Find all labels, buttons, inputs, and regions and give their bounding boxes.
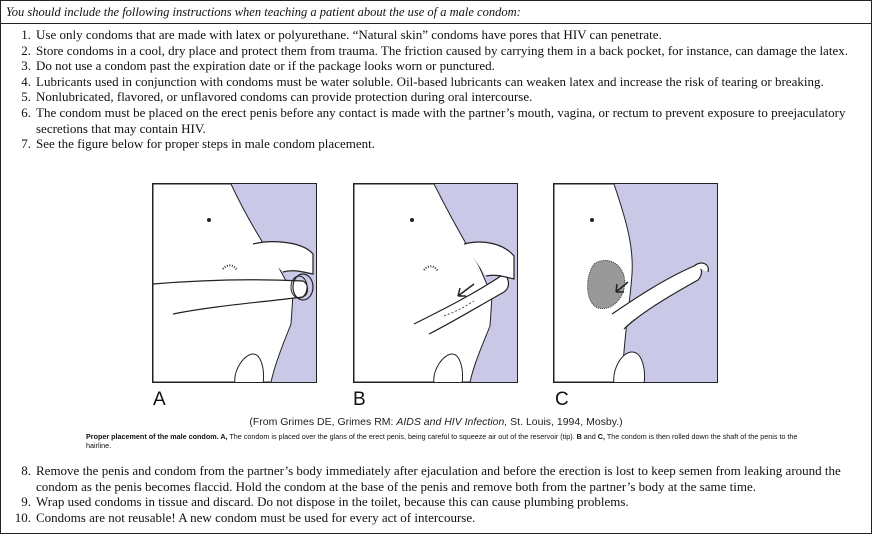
list-item bbox=[0, 494, 866, 510]
item-text: Remove the penis and condom from the partner’s body immediately after ejaculation and before the erection is lost to keep semen from leaking around the condom as the penis becomes flaccid. Hold the condom at the base of the penis and remove both from the partner’s body at the same time. bbox=[36, 463, 841, 494]
figure-panel-a bbox=[152, 183, 317, 383]
item-number: 10. bbox=[14, 509, 31, 525]
item-number: 8. bbox=[21, 463, 31, 478]
item-text: Use only condoms that are made with latex or polyurethane. “Natural skin” condoms have pores that HIV can penetrate. bbox=[36, 27, 662, 42]
list-item bbox=[0, 463, 866, 494]
panel-label-b: B bbox=[353, 389, 366, 410]
illustration-step-b bbox=[354, 184, 517, 382]
item-number: 7. bbox=[21, 136, 31, 152]
list-item bbox=[0, 510, 866, 526]
caption-label-b: B bbox=[574, 432, 582, 441]
figure-panel-b bbox=[353, 183, 518, 383]
item-text: Condoms are not reusable! A new condom must be used for every act of intercourse. bbox=[36, 509, 476, 525]
caption-and: and bbox=[581, 432, 596, 441]
item-number: 9. bbox=[21, 494, 31, 510]
caption-text-bc: The condom is then rolled down the shaft of the penis to the hairline. bbox=[86, 432, 798, 450]
item-text: The condom must be placed on the erect penis before any contact is made with the partner’s mouth, vagina, or rectum to prevent exposure to preejaculatory secretions that may contain HIV. bbox=[36, 104, 846, 136]
instruction-list-second bbox=[0, 463, 866, 525]
source-prefix: (From Grimes DE, Grimes RM: bbox=[249, 416, 397, 428]
item-text: Nonlubricated, flavored, or unflavored condoms can provide protection during oral intercourse. bbox=[36, 89, 533, 105]
item-text: See the figure below for proper steps in male condom placement. bbox=[36, 136, 375, 152]
condom-placement-figure bbox=[152, 183, 718, 383]
header-text: You should include the following instructions when teaching a patient about the use of a male condom: bbox=[6, 5, 521, 19]
list-item bbox=[0, 136, 866, 152]
source-title: AIDS and HIV Infection, bbox=[396, 416, 508, 428]
figure-panel-c bbox=[553, 183, 718, 383]
caption-label-c: C, bbox=[595, 432, 605, 441]
list-item bbox=[0, 74, 866, 90]
figure-caption bbox=[86, 432, 806, 450]
item-text: Do not use a condom past the expiration date or if the package looks worn or punctured. bbox=[36, 58, 495, 74]
item-number: 5. bbox=[21, 89, 31, 105]
panel-label-c: C bbox=[555, 389, 569, 410]
caption-heading: Proper placement of the male condom. bbox=[86, 432, 219, 441]
item-number: 4. bbox=[21, 73, 31, 89]
instruction-list-first bbox=[0, 27, 866, 152]
illustration-step-c bbox=[554, 184, 717, 382]
item-text: Lubricants used in conjunction with condoms must be water soluble. Oil-based lubricants can weaken latex and increase the risk of tearing or breaking. bbox=[36, 73, 824, 89]
panel-label-a: A bbox=[153, 389, 166, 410]
list-item bbox=[0, 43, 866, 59]
caption-text-a: The condom is placed over the glans of the erect penis, being careful to squeeze air out of the reservoir (tip). bbox=[227, 432, 575, 441]
item-number: 6. bbox=[21, 104, 31, 120]
item-number: 1. bbox=[21, 27, 31, 42]
caption-label-a: A, bbox=[218, 432, 228, 441]
item-text: Store condoms in a cool, dry place and protect them from trauma. The friction caused by carrying them in a back pocket, for instance, can damage the latex. bbox=[36, 42, 848, 58]
source-suffix: St. Louis, 1994, Mosby.) bbox=[507, 416, 623, 428]
list-item bbox=[0, 27, 866, 43]
figure-source-credit bbox=[0, 416, 872, 428]
box-header bbox=[1, 1, 871, 24]
list-item bbox=[0, 89, 866, 105]
list-item bbox=[0, 58, 866, 74]
illustration-step-a bbox=[153, 184, 316, 382]
item-text: Wrap used condoms in tissue and discard. Do not dispose in the toilet, because this can cause plumbing problems. bbox=[36, 494, 629, 510]
item-number: 2. bbox=[21, 42, 31, 58]
list-item bbox=[0, 105, 866, 136]
item-number: 3. bbox=[21, 58, 31, 74]
